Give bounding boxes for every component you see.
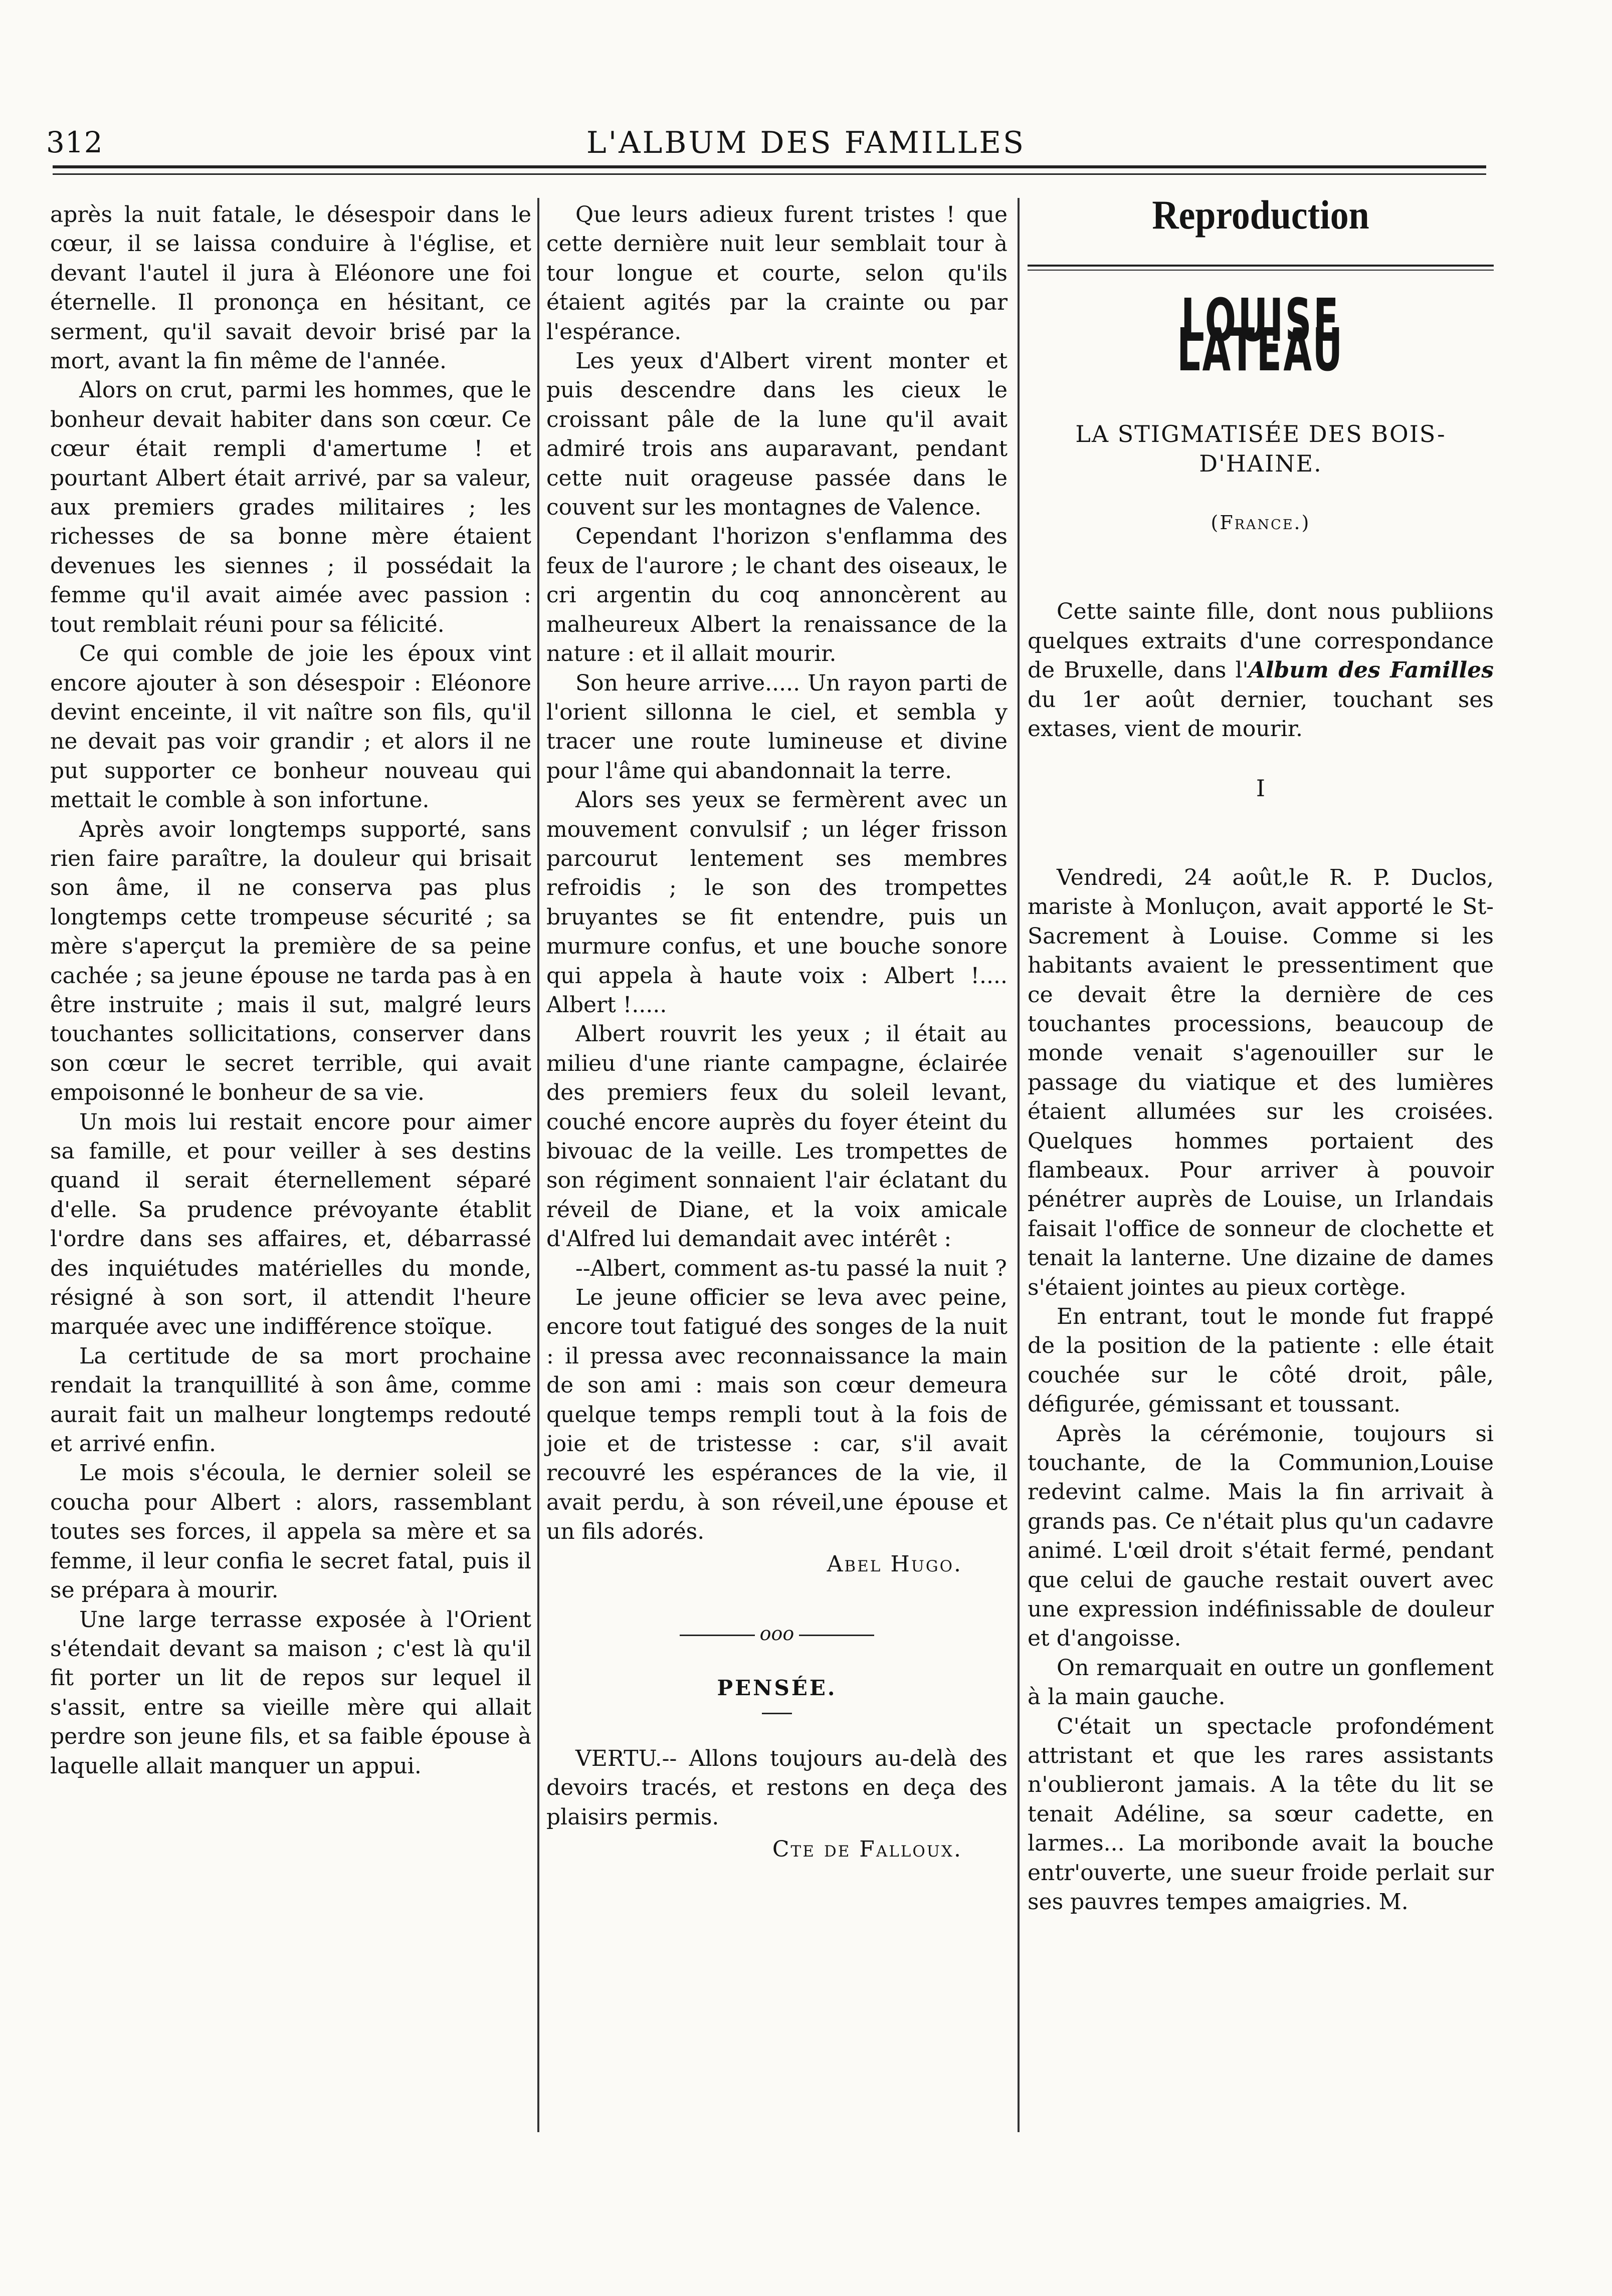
paragraph: après la nuit fatale, le désespoir dans le cœur, il se laissa conduire à l'église, et devant l'autel il jura à Eléonore une foi éternelle. Il prononça en hésitant, ce serment, qu'il savait devoir brisé par la mort, avant la fin même de l'année. — [50, 202, 531, 374]
ornament-line — [799, 1635, 874, 1636]
intro-text-end: du 1er août dernier, touchant ses extases, vient de mourir. — [1028, 686, 1494, 742]
section-rule-thin — [1028, 270, 1494, 271]
heading-dash — [762, 1713, 792, 1714]
paragraph: Après avoir longtemps supporté, sans rien faire paraître, la douleur qui brisait son âme, il ne conserva pas plus longtemps cette trompeuse sécurité ; sa mère s'aperçut la première de sa peine cachée ; sa jeune épouse ne tarda pas à en être instruite ; mais il sut, malgré leurs touchantes sollicitations, conserver dans son cœur le secret terrible, qui avait empoisonné le bonheur de sa vie. — [50, 816, 531, 1106]
paragraph: Ce qui comble de joie les époux vint encore ajouter à son désespoir : Eléonore devint enceinte, il vit naître son fils, qu'il ne devait pas voir grandir ; et alors il ne put supporter ce bonheur nouveau qui mettait le comble à son infortune. — [50, 641, 531, 813]
paragraph: La certitude de sa mort prochaine rendait la tranquillité à son âme, comme aurait fait un malheur longtemps redouté et arrivé enfin. — [50, 1343, 531, 1457]
pensee-text: VERTU.-- Allons toujours au-delà des devoirs tracés, et restons en deça des plaisirs permis. — [546, 1745, 1008, 1830]
paragraph: En entrant, tout le monde fut frappé de la position de la patiente : elle était couchée sur le côté droit, pâle, défigurée, gémissant et toussant. — [1028, 1303, 1494, 1418]
running-title: L'ALBUM DES FAMILLES — [586, 125, 1026, 160]
paragraph: Un mois lui restait encore pour aimer sa famille, et pour veiller à ses destins quand il serait éternellement séparé d'elle. Sa prudence prévoyante établit l'ordre dans ses affaires, et, débarrassé des inquiétudes matérielles du monde, résigné à son sort, il attendit l'heure marquée avec une indifférence stoïque. — [50, 1109, 531, 1340]
column-1 — [50, 200, 531, 1781]
column-3 — [1028, 192, 1494, 1917]
paragraph: --Albert, comment as-tu passé la nuit ? — [575, 1255, 1007, 1281]
ornament-text: ooo — [759, 1623, 794, 1645]
page-number: 312 — [46, 125, 103, 159]
paragraph: Cependant l'horizon s'enflamma des feux de l'aurore ; le chant des oiseaux, le cri argentin du coq annoncèrent au malheureux Albert la renaissance de la nature : et il allait mourir. — [546, 524, 1008, 667]
section-rule — [1028, 265, 1494, 267]
paragraph: Son heure arrive..... Un rayon parti de l'orient sillonna le ciel, et sembla y tracer une route lumineuse et divine pour l'âme qui abandonnait la terre. — [546, 670, 1008, 784]
paragraph: Une large terrasse exposée à l'Orient s'étendait devant sa maison ; c'est là qu'il fit porter un lit de repos sur lequel il s'assit, entre sa vieille mère qui allait perdre son jeune fils, et sa faible épouse à laquelle allait manquer un appui. — [50, 1606, 531, 1779]
ornament-line — [680, 1635, 755, 1636]
header-rule-thin — [53, 173, 1486, 175]
paragraph: Après la cérémonie, toujours si touchante, de la Communion,Louise redevint calme. Mais la fin arrivait à grands pas. Ce n'était plus qu'un cadavre animé. L'œil droit s'était fermé, pendant que celui de gauche restait ouvert avec une expression indéfinissable de douleur et d'angoisse. — [1028, 1421, 1494, 1652]
publication-title: Album des Familles — [1248, 657, 1494, 683]
paragraph: Que leurs adieux furent tristes ! que cette dernière nuit leur semblait tour à tour longue et courte, selon qu'ils étaient agités par la crainte ou par l'espérance. — [546, 202, 1008, 345]
paragraph: Le mois s'écoula, le dernier soleil se coucha pour Albert : alors, rassemblant toutes ses forces, il appela sa mère et sa femme, il leur confia le secret fatal, puis il se prépara à mourir. — [50, 1460, 531, 1603]
intro-text: Cette sainte fille, dont nous publiions quelques extraits d'une correspondance de Bruxelle, dans l' — [1028, 599, 1494, 683]
article-title: LOUISE LATEAU — [1177, 286, 1344, 384]
column-2 — [546, 200, 1008, 1865]
paragraph: Alors on crut, parmi les hommes, que le bonheur devait habiter dans son cœur. Ce cœur était rempli d'amertume ! et pourtant Albert était arrivé, par sa valeur, aux premiers grades militaires ; les richesses de sa bonne mère étaient devenues les siennes ; il possédait la femme qu'il avait aimée avec passion : tout remblait réuni pour sa félicité. — [50, 377, 531, 637]
paragraph: Albert rouvrit les yeux ; il était au milieu d'une riante campagne, éclairée des premiers feux du soleil levant, couché encore auprès du foyer éteint du bivouac de la veille. Les trompettes de son régiment sonnaient l'air éclatant du réveil de Diane, et la voix amicale d'Alfred lui demandait avec intérêt : — [546, 1021, 1008, 1252]
header-rule — [53, 165, 1486, 168]
article-country: (France.) — [1211, 512, 1311, 534]
section-ornament — [546, 1619, 1008, 1648]
author-signature: Abel Hugo. — [827, 1551, 962, 1577]
pensee-heading: PENSÉE. — [717, 1675, 837, 1700]
paragraph: Vendredi, 24 août,le R. P. Duclos, mariste à Monluçon, avait apporté le St-Sacrement à Louise. Comme si les habitants avaient le pressentiment que ce devait être la dernière de ces touchantes processions, beaucoup de monde venait s'agenouiller sur le passage du viatique et des lumières étaient allumées sur les croisées. Quelques hommes portaient des flambeaux. Pour arriver à pouvoir pénétrer auprès de Louise, un Irlandais faisait l'office de sonneur de clochette et tenait la lanterne. Une dizaine de dames s'étaient jointes au pieux cortège. — [1028, 864, 1494, 1300]
paragraph: Les yeux d'Albert virent monter et puis descendre dans les cieux le croissant pâle de la lune qu'il avait admiré trois ans auparavant, pendant cette nuit orageuse passée dans le couvent sur les montagnes de Valence. — [546, 348, 1008, 521]
part-numeral: I — [1256, 775, 1266, 802]
column-divider-1 — [537, 198, 539, 2132]
column-divider-2 — [1018, 198, 1020, 2132]
paragraph: C'était un spectacle profondément attristant et que les rares assistants n'oublieront jamais. A la tête du lit se tenait Adéline, sa sœur cadette, en larmes... La moribonde avait la bouche entr'ouverte, une sueur froide perlait sur ses pauvres tempes amaigries. M. — [1028, 1713, 1494, 1915]
paragraph: On remarquait en outre un gonflement à la main gauche. — [1028, 1655, 1494, 1710]
pensee-signature: Cte de Falloux. — [772, 1836, 962, 1863]
paragraph: Le jeune officier se leva avec peine, encore tout fatigué des songes de la nuit : il pressa avec reconnaissance la main de son ami : mais son cœur demeura quelque temps rempli tout à la fois de joie et de tristesse : car, s'il avait recouvré les espérances de la vie, il avait perdu, à son réveil,une épouse et un fils adorés. — [546, 1285, 1008, 1545]
article-subtitle: LA STIGMATISÉE DES BOIS-D'HAINE. — [1075, 420, 1446, 477]
paragraph: Alors ses yeux se fermèrent avec un mouvement convulsif ; un léger frisson parcourut lentement ses membres refroidis ; le son des trompettes bruyantes se fit entendre, puis un murmure confus, et une bouche sonore qui appela à haute voix : Albert !.... Albert !..... — [546, 787, 1008, 1018]
section-title: Reproduction — [1152, 192, 1369, 238]
intro-paragraph — [1028, 597, 1494, 744]
